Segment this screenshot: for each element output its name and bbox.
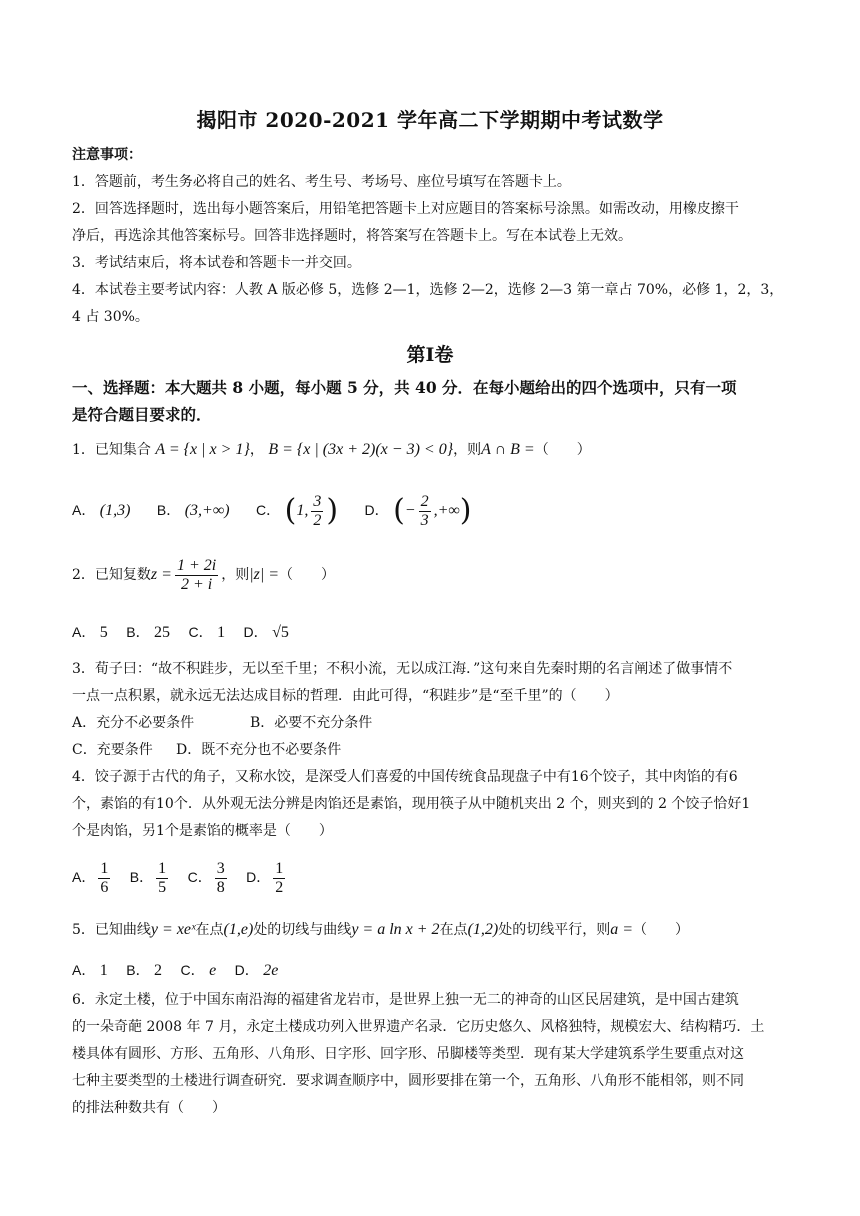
question-3-line-2: 一点一点积累，就永远无法达成目标的哲理．由此可得，“积跬步”是“至千里”的（ ） [72, 688, 619, 704]
q5-option-b[interactable]: B． 2 [126, 962, 163, 979]
question-5-stem: 5．已知曲线y = xeˣ在点(1,e)处的切线与曲线y = a ln x + 2在点(1,2)处的切线平行，则a =（ ） [72, 921, 690, 938]
complex-fraction: $\frac{1 + 2i}{2 + i}$ [176, 556, 217, 593]
q4-option-a[interactable]: A． $\frac{1}{6}$ [72, 859, 109, 896]
question-4-line-3: 个是肉馅，另1个是素馅的概率是（ ） [72, 823, 333, 839]
notice-heading: 注意事项： [72, 147, 142, 163]
question-3-options-row-2 [72, 740, 796, 760]
q4-option-d[interactable]: D． $\frac{1}{2}$ [246, 859, 284, 896]
question-6-line-1: 6．永定土楼，位于中国东南沿海的福建省龙岩市，是世界上独一无二的神奇的山区民居建筑，是中国古建筑 [72, 992, 739, 1008]
question-3-options-row-1 [72, 713, 796, 733]
notice-item-3: 3．考试结束后，将本试卷和答题卡一并交回。 [72, 255, 361, 271]
q4-option-b[interactable]: B． $\frac{1}{5}$ [129, 859, 167, 896]
notice-item-2-cont: 净后，再选涂其他答案标号。回答非选择题时，将答案写在答题卡上。写在本试卷上无效。 [72, 228, 632, 244]
question-6-line-5: 的排法种数共有（ ） [72, 1100, 226, 1116]
curve-2: y = a ln x + 2 [351, 921, 440, 938]
notice-item-2: 2．回答选择题时，选出每小题答案后，用铅笔把答题卡上对应题目的答案标号涂黑。如需改动，用橡皮擦干 [72, 201, 739, 217]
question-4-options [72, 855, 796, 899]
q3-option-a[interactable]: A．充分不必要条件 [72, 715, 195, 731]
q2-option-d[interactable]: D． √5 [243, 624, 289, 641]
q1-option-b[interactable]: B． (3,+∞) [156, 502, 230, 519]
question-5-options [72, 960, 796, 981]
set-a: A = {x | x > 1} [155, 441, 250, 458]
q5-option-c[interactable]: C． e [180, 962, 217, 979]
q1-option-c[interactable]: C． (1, $\frac{3}{2}$ ) [256, 492, 339, 529]
question-2-options [72, 622, 796, 643]
section-head-line-2: 是符合题目要求的． [72, 405, 212, 424]
exam-title: 揭阳市 2020-2021 学年高二下学期期中考试数学 [196, 108, 664, 132]
q1-option-a[interactable]: A． (1,3) [72, 502, 131, 519]
question-6-line-2: 的一朵奇葩 2008 年 7 月，永定土楼成功列入世界遗产名录．它历史悠久、风格独特，规模宏大、结构精巧．土 [72, 1019, 765, 1035]
section-head-line-1: 一、选择题：本大题共 8 小题，每小题 5 分，共 40 分．在每小题给出的四个选项中，只有一项 [72, 378, 737, 397]
intersection: A ∩ B = [481, 441, 535, 458]
q3-option-b[interactable]: B．必要不充分条件 [250, 715, 373, 731]
question-4-line-1: 4．饺子源于古代的角子，又称水饺，是深受人们喜爱的中国传统食品现盘子中有16个饺子，其中肉馅的有6 [72, 769, 738, 785]
notice-item-1: 1．答题前，考生务必将自己的姓名、考生号、考场号、座位号填写在答题卡上。 [72, 174, 571, 190]
section-title: 第Ⅰ卷 [406, 344, 454, 366]
q5-option-d[interactable]: D． 2e [234, 962, 279, 979]
q3-option-c[interactable]: C．充要条件 [72, 742, 153, 758]
q3-option-d[interactable]: D．既不充分也不必要条件 [176, 742, 342, 758]
question-1-options [72, 490, 796, 530]
q1-option-d[interactable]: D． (− $\frac{2}{3}$ ,+∞) [364, 492, 472, 529]
q4-option-c[interactable]: C． $\frac{3}{8}$ [187, 859, 225, 896]
set-b: B = {x | (3x + 2)(x − 3) < 0} [268, 441, 454, 458]
q2-option-a[interactable]: A． 5 [72, 624, 108, 641]
notice-item-4-cont: 4 占 30%。 [72, 309, 149, 325]
q2-option-b[interactable]: B． 25 [126, 624, 171, 641]
question-6-line-4: 七种主要类型的土楼进行调查研究．要求调查顺序中，圆形要排在第一个，五角形、八角形不能相邻，则不同 [72, 1073, 744, 1089]
question-3-line-1: 3．荀子曰：“故不积跬步，无以至千里；不积小流，无以成江海．”这句来自先秦时期的名言阐述了做事情不 [72, 661, 733, 677]
question-4-line-2: 个，素馅的有10个．从外观无法分辨是肉馅还是素馅，现用筷子从中随机夹出 2 个，则夹到的 2 个饺子恰好1 [72, 796, 751, 812]
question-1-stem: 1．已知集合 A = {x | x > 1}， B = {x | (3x + 2)(x − 3) < 0}，则A ∩ B =（ ） [72, 441, 591, 458]
notice-item-4: 4．本试卷主要考试内容：人教 A 版必修 5，选修 2—1，选修 2—2，选修 2—3 第一章占 70%，必修 1，2，3， [72, 282, 784, 298]
curve-1: y = xeˣ [150, 921, 196, 938]
q2-option-c[interactable]: C． 1 [188, 624, 226, 641]
q5-option-a[interactable]: A． 1 [72, 962, 108, 979]
question-2-stem: 2．已知复数z = $\frac{1 + 2i}{2 + i}$ ，则|z| =（ ） [72, 556, 336, 593]
question-6-line-3: 楼具体有圆形、方形、五角形、八角形、日字形、回字形、吊脚楼等类型．现有某大学建筑系学生要重点对这 [72, 1046, 744, 1062]
